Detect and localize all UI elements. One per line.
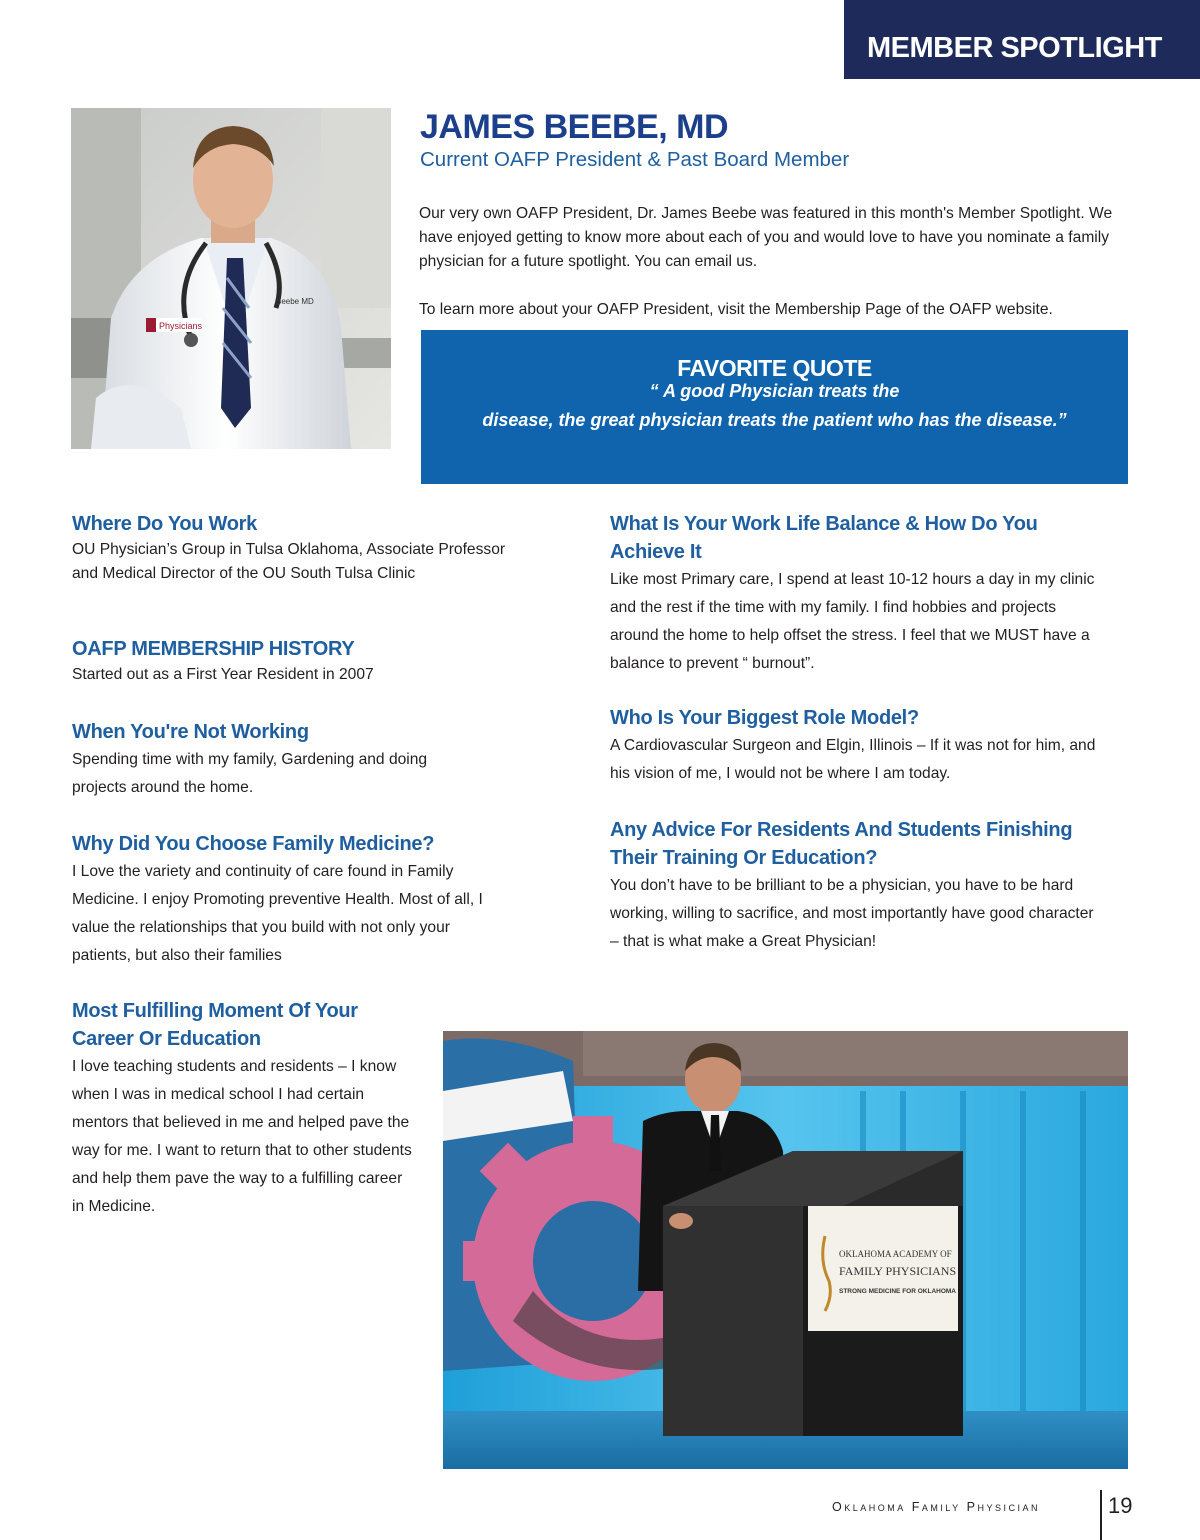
section-banner: MEMBER SPOTLIGHT — [844, 0, 1200, 79]
qa-work — [72, 510, 522, 586]
footer-divider — [1100, 1490, 1102, 1540]
question-answer: Like most Primary care, I spend at least 10-12 hours a day in my clinic and the rest if the time with my family. I find hobbies and projects around the home to help offset the stress. I feel that we MUST have a balance to prevent “ burnout”. — [610, 571, 1095, 672]
question-answer: You don’t have to be brilliant to be a physician, you have to be hard working, willing to sacrifice, and most importantly have good character – that is what make a Great Physician! — [610, 877, 1094, 950]
quote-line-1: “ A good Physician treats the — [649, 381, 900, 401]
portrait-photo — [71, 108, 391, 449]
publication-name: Oklahoma Family Physician — [832, 1500, 1041, 1514]
question-answer: A Cardiovascular Surgeon and Elgin, Illinois – If it was not for him, and his vision of me, I would not be where I am today. — [610, 737, 1096, 782]
quote-line-2: disease, the great physician treats the patient who has the disease.” — [482, 410, 1067, 430]
podium-photo — [443, 1031, 1128, 1469]
qa-membership — [72, 635, 522, 687]
qa-fulfilling-moment — [72, 997, 417, 1221]
intro-text — [419, 202, 1129, 346]
member-name: JAMES BEEBE, MD — [420, 108, 728, 146]
member-title: Current OAFP President & Past Board Member — [420, 148, 850, 171]
question-heading: When You're Not Working — [72, 721, 309, 743]
question-answer: I love teaching students and residents – I know when I was in medical school I had certain mentors that believed in me and helped pave the way for me. I want to return that to other students and help them pave the way to a fulfilling career in Medicine. — [72, 1058, 412, 1215]
favorite-quote-box — [421, 330, 1128, 484]
question-answer: Spending time with my family, Gardening and doing projects around the home. — [72, 751, 428, 796]
question-heading: OAFP MEMBERSHIP HISTORY — [72, 638, 355, 660]
question-heading: Where Do You Work — [72, 513, 257, 535]
question-heading: Why Did You Choose Family Medicine? — [72, 833, 435, 855]
question-heading: What Is Your Work Life Balance & How Do You Achieve It — [610, 513, 1038, 563]
podium-sign-line-2: FAMILY PHYSICIANS — [839, 1264, 957, 1278]
qa-role-model — [610, 704, 1100, 788]
podium-sign-line-1: OKLAHOMA ACADEMY OF — [839, 1249, 952, 1259]
question-heading: Any Advice For Residents And Students Finishing Their Training Or Education? — [610, 819, 1073, 869]
coat-name-text: Beebe MD — [276, 297, 314, 306]
question-answer: Started out as a First Year Resident in 2007 — [72, 666, 374, 683]
question-heading: Most Fulfilling Moment Of Your Career Or Education — [72, 1000, 358, 1050]
question-heading: Who Is Your Biggest Role Model? — [610, 707, 919, 729]
page-number: 19 — [1108, 1493, 1133, 1518]
qa-family-medicine — [72, 830, 502, 970]
question-answer: OU Physician’s Group in Tulsa Oklahoma, Associate Professor and Medical Director of the OU South Tulsa Clinic — [72, 541, 506, 582]
question-answer: I Love the variety and continuity of care found in Family Medicine. I enjoy Promoting preventive Health. Most of all, I value the relationships that you build with not only your patients, but also their families — [72, 863, 483, 964]
quote-title: FAVORITE QUOTE — [677, 355, 872, 381]
intro-paragraph-1: Our very own OAFP President, Dr. James Beebe was featured in this month's Member Spotlight. We have enjoyed getting to know more about each of you and would love to have you nominate a family physician for a future spotlight. You can email us. — [419, 205, 1113, 270]
intro-paragraph-2: To learn more about your OAFP President, visit the Membership Page of the OAFP website. — [419, 301, 1053, 318]
qa-not-working — [72, 718, 472, 802]
coat-badge-text: Physicians — [159, 321, 203, 331]
qa-work-life-balance — [610, 510, 1100, 678]
qa-advice — [610, 816, 1100, 956]
podium-sign-line-3: STRONG MEDICINE FOR OKLAHOMA — [839, 1288, 956, 1295]
